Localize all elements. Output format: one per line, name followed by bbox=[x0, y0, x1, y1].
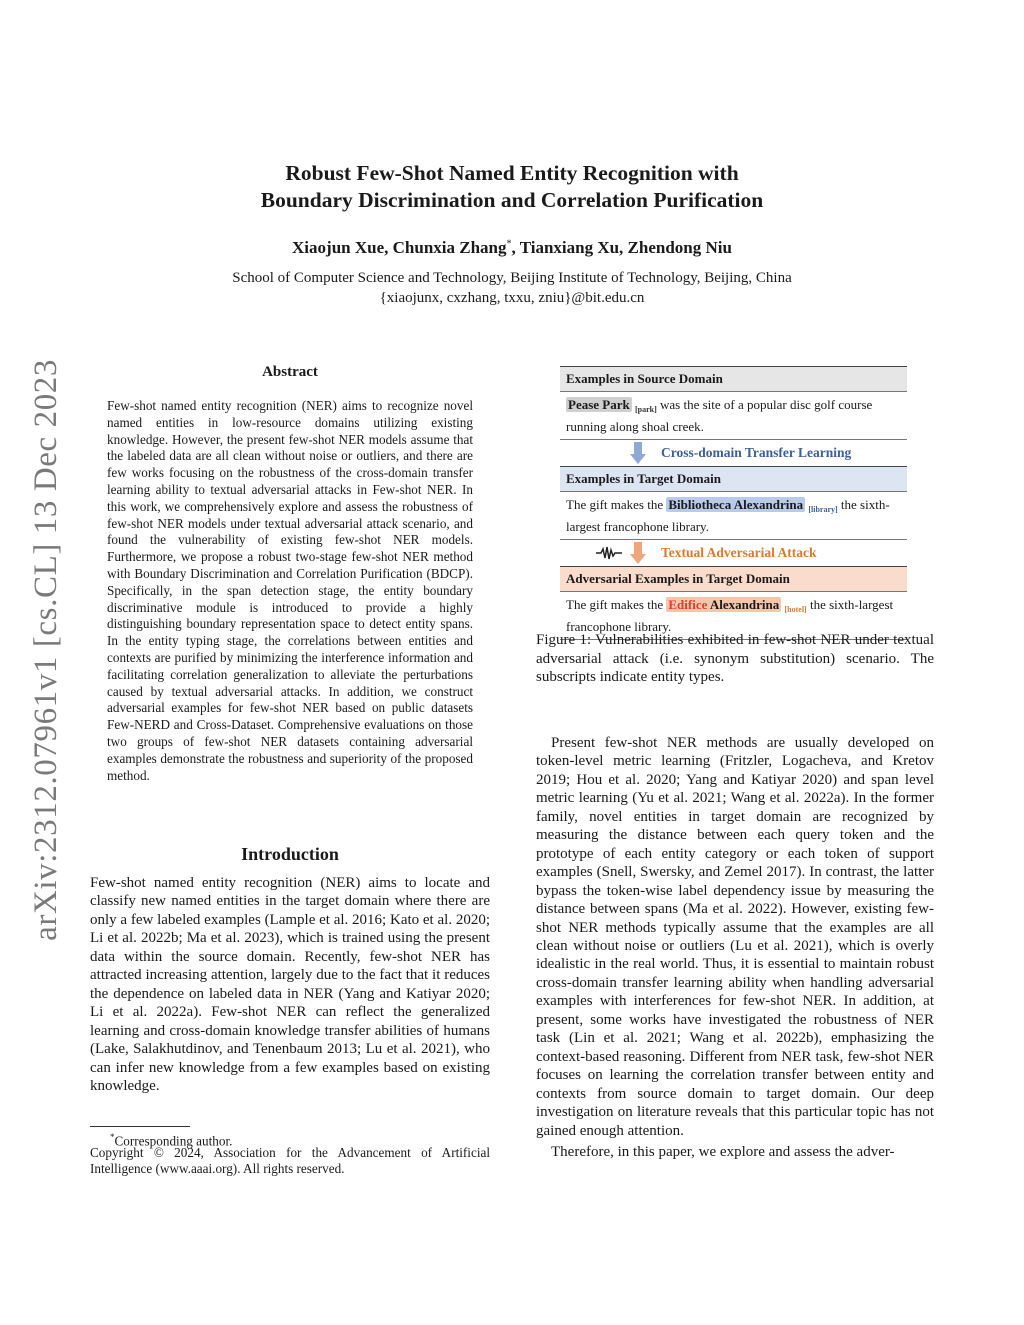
introduction-heading: Introduction bbox=[241, 844, 339, 864]
substituted-word: Edifice bbox=[668, 597, 708, 612]
paper-title-line-1: Robust Few-Shot Named Entity Recognition with bbox=[285, 161, 739, 185]
author-list bbox=[0, 238, 1024, 258]
footnote-text: Corresponding author. bbox=[114, 1133, 233, 1149]
footnote-rule bbox=[90, 1126, 190, 1127]
transfer-row bbox=[560, 440, 907, 466]
arxiv-id: arXiv:2312.07961v1 [cs.CL] 13 Dec 2023 bbox=[27, 359, 64, 941]
adversarial-entity bbox=[666, 597, 781, 612]
target-sentence-rest: the sixth-largest francophone library. bbox=[566, 497, 890, 534]
authors-before-mark: Xiaojun Xue, Chunxia Zhang bbox=[292, 238, 507, 257]
abstract-heading: Abstract bbox=[262, 364, 318, 380]
adversarial-entity-type: [hotel] bbox=[784, 605, 807, 614]
adversarial-sentence-rest: the sixth-largest francophone library. bbox=[566, 597, 894, 634]
right-paragraph-2: Therefore, in this paper, we explore and assess the adver- bbox=[551, 1143, 895, 1160]
affiliation: School of Computer Science and Technology, Beijing Institute of Technology, Beijing, China bbox=[232, 270, 792, 286]
figure-caption: Figure 1: Vulnerabilities exhibited in few-shot NER under textual adversarial attack (i.e. synonym substitution) scenario. The subscripts indicate entity types. bbox=[536, 632, 934, 686]
target-domain-heading: Examples in Target Domain bbox=[560, 466, 907, 492]
transfer-label: Cross-domain Transfer Learning bbox=[661, 445, 852, 460]
target-entity: Bibliotheca Alexandrina bbox=[668, 497, 804, 512]
right-column-body bbox=[536, 734, 934, 1161]
source-domain-heading: Examples in Source Domain bbox=[560, 366, 907, 392]
abstract-text: Few-shot named entity recognition (NER) aims to recognize novel named entities in low-resource domains utilizing existing knowledge. However, the present few-shot NER models assume that the labeled data are all clean without noise or outliers, and there are few works focusing on the robustness of the cross-domain transfer learning ability to textual adversarial attacks in Few-shot NER. In this work, we comprehensively explore and assess the robustness of few-shot NER models under textual adversarial attack scenario, and found the vulnerability of existing few-shot NER models. Furthermore, we propose a robust two-stage few-shot NER method with Boundary Discrimination and Correlation Purification (BDCP). Specifically, in the span detection stage, the entity boundary discriminative module is introduced to provide a highly distinguishing boundary representation space to detect entity spans. In the entity typing stage, the correlations between entities and contexts are purified by minimizing the interference information and facilitating correlation generalization to alleviate the perturbations caused by textual adversarial attacks. In addition, we construct adversarial examples for few-shot NER based on public datasets Few-NERD and Cross-Dataset. Comprehensive evaluations on those two groups of few-shot NER datasets containing adversarial examples demonstrate the robustness and superiority of the proposed method. bbox=[107, 398, 473, 783]
attack-label: Textual Adversarial Attack bbox=[661, 545, 817, 560]
attack-row bbox=[560, 540, 907, 566]
target-sentence-start: The gift makes the bbox=[566, 497, 667, 512]
introduction-body bbox=[90, 874, 490, 1095]
copyright: Copyright © 2024, Association for the Advancement of Artificial Intelligence (www.aaai.org). All rights reserved. bbox=[90, 1145, 490, 1176]
authors-after-mark: , Tianxiang Xu, Zhendong Niu bbox=[511, 238, 732, 257]
source-entity: Pease Park bbox=[568, 397, 630, 412]
down-arrow-icon bbox=[630, 542, 646, 564]
target-example bbox=[560, 492, 907, 540]
target-entity-type: [library] bbox=[808, 505, 838, 514]
emails: {xiaojunx, cxzhang, txxu, zniu}@bit.edu.cn bbox=[379, 290, 645, 306]
footnote-mark: * bbox=[110, 1132, 115, 1142]
source-entity-type: [park] bbox=[634, 405, 657, 414]
source-example bbox=[560, 392, 907, 440]
adversarial-heading: Adversarial Examples in Target Domain bbox=[560, 566, 907, 592]
source-sentence-rest: was the site of a popular disc golf course running along shoal creek. bbox=[566, 397, 873, 434]
introduction-paragraph: Few-shot named entity recognition (NER) aims to locate and classify new named entities in the target domain where there are only a few labeled examples (Lample et al. 2016; Kato et al. 2020; Li et al. 2022b; Ma et al. 2023), which is trained using the present data within the source domain. Recently, few-shot NER has attracted increasing attention, largely due to the fact that it reduces the dependence on labeled data in NER (Yang and Katiyar 2020; Li et al. 2022a). Few-shot NER can reflect the generalized learning and cross-domain knowledge transfer abilities of humans (Lake, Salakhutdinov, and Tenenbaum 2013; Lu et al. 2021), who can infer new knowledge from a few examples based on existing knowledge. bbox=[90, 875, 490, 1094]
adversarial-entity-rest: Alexandrina bbox=[707, 597, 780, 612]
arxiv-stamp bbox=[26, 355, 66, 945]
right-paragraph-1: Present few-shot NER methods are usually developed on token-level metric learning (Fritzler, Logacheva, and Kretov 2019; Hou et al. 2020; Yang and Katiyar 2020) and span level metric learning (Yu et al. 2021; Wang et al. 2022a). In the former family, novel entities in target domain are recognized by measuring the distance between each query token and the prototype of each entity category or each token of support examples (Snell, Swersky, and Zemel 2017). In contrast, the latter bypass the token-wise label dependency issue by measuring the distance between spans (Ma et al. 2022). However, existing few-shot NER methods typically assume that the examples are all clean without noise or outliers (Lu et al. 2021), which is overly idealistic in the real world. Thus, it is essential to maintain robust cross-domain transfer learning ability when handling adversarial examples with interferences for few-shot NER. In addition, at present, some works have investigated the robustness of NER task (Lin et al. 2021; Wang et al. 2022b), emphasizing the context-based reasoning. Different from NER task, few-shot NER focuses on learning the correlation transfer between entity and contexts from source domain to target domain. Our deep investigation on literature reveals that this particular topic has not gained enough attention. bbox=[536, 735, 934, 1139]
paper-title-line-2: Boundary Discrimination and Correlation Purification bbox=[260, 188, 764, 212]
down-arrow-icon bbox=[630, 442, 646, 464]
author-mark: * bbox=[506, 238, 512, 250]
adversarial-sentence-start: The gift makes the bbox=[566, 597, 667, 612]
waveform-icon bbox=[596, 546, 622, 560]
figure-1 bbox=[560, 366, 907, 640]
